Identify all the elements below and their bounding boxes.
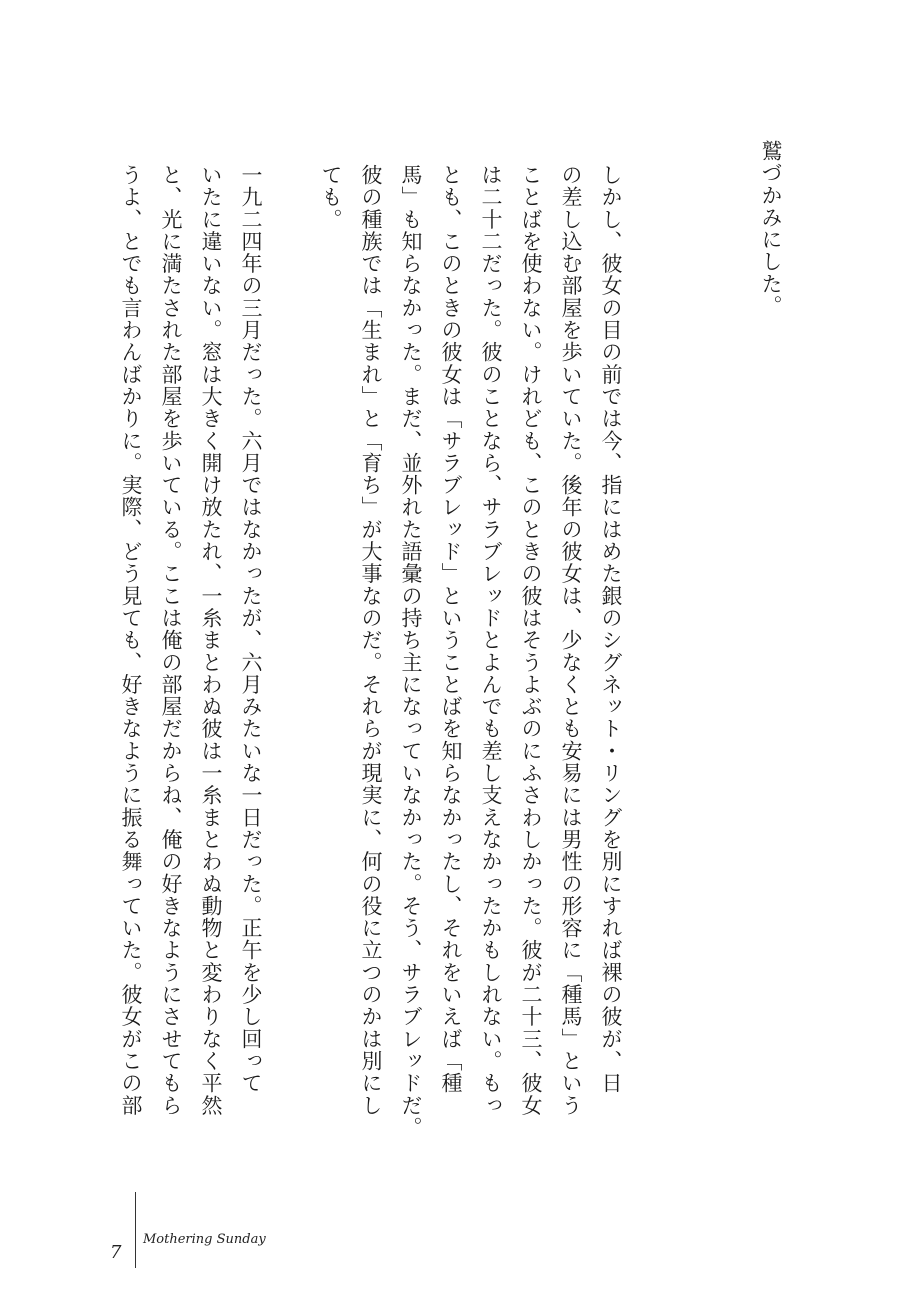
text-line-6: は二十二だった。彼のことなら、サラブレッドとよんでも差し支えなかったかもしれない。もっ: [479, 164, 503, 1117]
text-line-1: 鷲づかみにした。: [759, 140, 783, 318]
text-line-10: ても。: [319, 164, 343, 231]
text-line-3: しかし、彼女の目の前では今、指にはめた銀のシグネット・リングを別にすれば裸の彼が、日: [599, 164, 623, 1095]
text-line-8: 馬」も知らなかった。まだ、並外れた語彙の持ち主になっていなかった。そう、サラブレッドだ。: [399, 164, 423, 1139]
text-line-12: 一九二四年の三月だった。六月ではなかったが、六月みたいな一日だった。正午を少し回って: [239, 164, 263, 1095]
text-line-13: いたに違いない。窓は大きく開け放たれ、一糸まとわぬ彼は一糸まとわぬ動物と変わりなく平然: [199, 164, 223, 1117]
text-line-9: 彼の種族では「生まれ」と「育ち」が大事なのだ。それらが現実に、何の役に立つのかは別にし: [359, 164, 383, 1117]
text-line-14: と、光に満たされた部屋を歩いている。ここは俺の部屋だからね、俺の好きなようにさせてもら: [159, 164, 183, 1117]
text-line-15: うよ、とでも言わんばかりに。実際、どう見ても、好きなように振る舞っていた。彼女がこの部: [119, 164, 143, 1117]
page-number: 7: [110, 1242, 122, 1263]
footer-rule: [135, 1192, 136, 1268]
text-line-4: の差し込む部屋を歩いていた。後年の彼女は、少なくとも安易には男性の形容に「種馬」という: [559, 164, 583, 1117]
running-title: Mothering Sunday: [143, 1232, 266, 1247]
text-line-5: ことばを使わない。けれども、このときの彼はそうよぶのにふさわしかった。彼が二十三、彼女: [519, 164, 543, 1117]
text-line-7: とも、このときの彼女は「サラブレッド」ということばを知らなかったし、それをいえば「種: [439, 164, 463, 1095]
